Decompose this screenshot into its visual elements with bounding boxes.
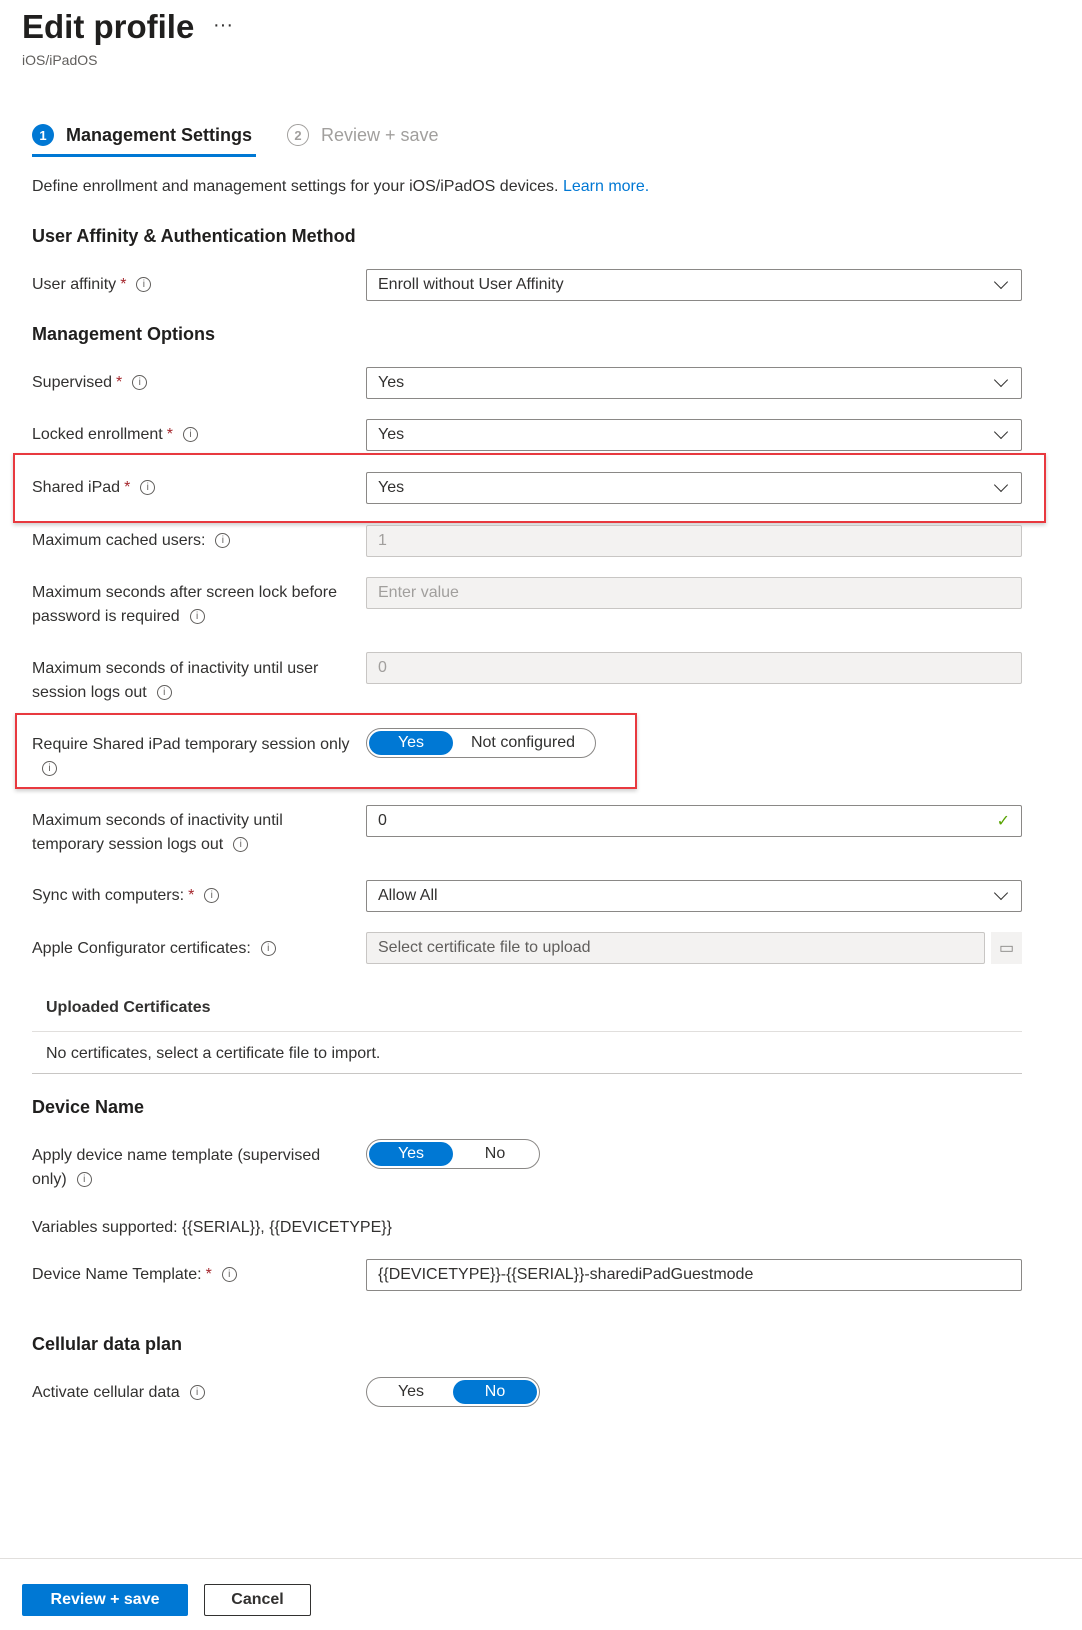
temp-inactivity-input[interactable]: 0 ✓: [366, 805, 1022, 837]
info-icon[interactable]: i: [222, 1267, 237, 1282]
screen-lock-label: Maximum seconds after screen lock before password is required i: [32, 584, 338, 625]
screen-lock-input: Enter value: [366, 577, 1022, 609]
review-save-button[interactable]: Review + save: [22, 1584, 188, 1616]
section-affinity: User Affinity & Authentication Method: [32, 226, 356, 246]
step-label: Management Settings: [66, 124, 253, 145]
apply-template-label: Apply device name template (supervised only) i: [32, 1147, 321, 1188]
max-cached-users-label: Maximum cached users: i: [32, 529, 352, 553]
learn-more-link[interactable]: Learn more.: [562, 178, 650, 195]
page-title: Edit profile: [22, 8, 195, 45]
inactivity-input: 0: [366, 652, 1022, 684]
cancel-button[interactable]: Cancel: [204, 1584, 311, 1616]
divider: [32, 1073, 1022, 1074]
checkmark-icon: ✓: [996, 813, 1010, 830]
sync-label: Sync with computers: * i: [32, 884, 352, 908]
uploaded-certificates-header: Uploaded Certificates: [46, 999, 211, 1016]
user-affinity-dropdown[interactable]: Enroll without User Affinity: [366, 269, 1022, 301]
cellular-toggle[interactable]: [366, 1377, 540, 1407]
info-icon[interactable]: i: [132, 375, 147, 390]
max-cached-users-input: 1: [366, 525, 1022, 557]
step-label: Review + save: [321, 124, 439, 145]
option-not-configured[interactable]: Not configured: [470, 734, 576, 751]
step-number: 2: [287, 124, 309, 146]
shared-ipad-dropdown[interactable]: Yes: [366, 472, 1022, 504]
info-icon[interactable]: i: [204, 888, 219, 903]
shared-ipad-label: Shared iPad * i: [32, 476, 352, 500]
tab-management-settings[interactable]: [32, 124, 252, 146]
locked-enrollment-label: Locked enrollment * i: [32, 423, 352, 447]
description-text: Define enrollment and management settings for your iOS/iPadOS devices.: [32, 178, 559, 195]
option-yes[interactable]: Yes: [369, 731, 453, 755]
configurator-label: Apple Configurator certificates: i: [32, 937, 352, 961]
info-icon[interactable]: i: [233, 837, 248, 852]
option-yes[interactable]: Yes: [397, 1383, 425, 1400]
footer-divider: [0, 1558, 1082, 1559]
section-management: Management Options: [32, 324, 216, 344]
template-input[interactable]: {{DEVICETYPE}}-{{SERIAL}}-sharediPadGuestmode: [366, 1259, 1022, 1291]
no-certificates-text: No certificates, select a certificate file to import.: [46, 1045, 381, 1062]
variables-text: Variables supported: {{SERIAL}}, {{DEVICETYPE}}: [32, 1219, 392, 1236]
option-no[interactable]: No: [453, 1380, 537, 1404]
section-cellular: Cellular data plan: [32, 1334, 183, 1354]
info-icon[interactable]: i: [77, 1172, 92, 1187]
active-tab-indicator: [32, 154, 256, 157]
step-number: 1: [32, 124, 54, 146]
divider: [32, 1031, 1022, 1032]
option-yes[interactable]: Yes: [369, 1142, 453, 1166]
info-icon[interactable]: i: [157, 685, 172, 700]
sync-dropdown[interactable]: Allow All: [366, 880, 1022, 912]
section-device-name: Device Name: [32, 1097, 145, 1117]
folder-icon[interactable]: ▭: [991, 932, 1022, 964]
chevron-down-icon: [994, 275, 1008, 289]
info-icon[interactable]: i: [140, 480, 155, 495]
temp-session-label: Require Shared iPad temporary session onlyi: [32, 736, 350, 775]
apply-template-toggle[interactable]: [366, 1139, 540, 1169]
info-icon[interactable]: i: [136, 277, 151, 292]
option-no[interactable]: No: [484, 1145, 506, 1162]
info-icon[interactable]: i: [215, 533, 230, 548]
info-icon[interactable]: i: [183, 427, 198, 442]
tab-review-save[interactable]: [287, 124, 439, 146]
info-icon[interactable]: i: [190, 609, 205, 624]
info-icon[interactable]: i: [261, 941, 276, 956]
page-subtitle: iOS/iPadOS: [22, 52, 98, 68]
info-icon[interactable]: i: [190, 1385, 205, 1400]
supervised-dropdown[interactable]: Yes: [366, 367, 1022, 399]
template-label: Device Name Template: * i: [32, 1263, 352, 1287]
chevron-down-icon: [994, 478, 1008, 492]
temp-session-toggle[interactable]: [366, 728, 596, 758]
chevron-down-icon: [994, 373, 1008, 387]
more-options-button[interactable]: ···: [213, 14, 233, 36]
chevron-down-icon: [994, 886, 1008, 900]
cellular-label: Activate cellular data i: [32, 1381, 352, 1405]
chevron-down-icon: [994, 425, 1008, 439]
supervised-label: Supervised * i: [32, 371, 352, 395]
user-affinity-label: User affinity * i: [32, 273, 352, 297]
inactivity-label: Maximum seconds of inactivity until user session logs out i: [32, 660, 319, 701]
description: [32, 178, 649, 196]
locked-enrollment-dropdown[interactable]: Yes: [366, 419, 1022, 451]
info-icon[interactable]: i: [42, 761, 57, 776]
certificate-file-input[interactable]: Select certificate file to upload: [366, 932, 985, 964]
temp-inactivity-label: Maximum seconds of inactivity until temporary session logs out i: [32, 812, 283, 853]
